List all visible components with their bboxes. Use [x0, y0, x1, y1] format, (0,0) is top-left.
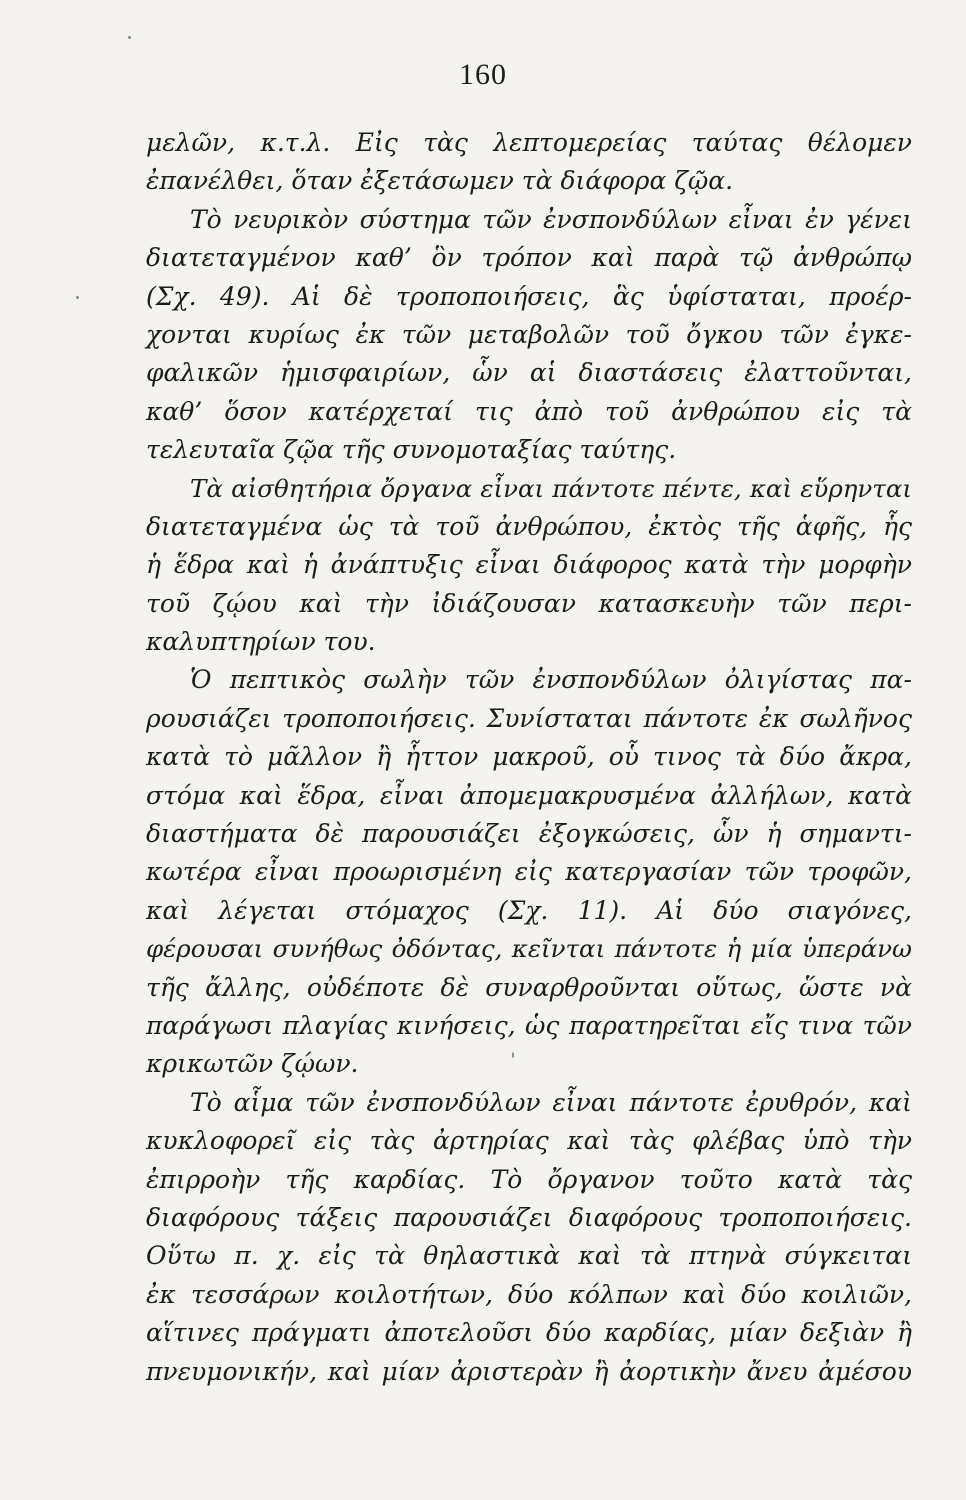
text-line: αἵτινες πράγματι ἀποτελοῦσι δύο καρδίας, μίαν δεξιὰν ἢ	[146, 1318, 912, 1348]
text-line: τῆς ἄλλης, οὐδέποτε δὲ συναρθροῦνται οὕτως, ὥστε νὰ	[146, 972, 912, 1002]
text-line: Τὰ αἰσθητήρια ὄργανα εἶναι πάντοτε πέντε, καὶ εὕρηνται	[190, 473, 912, 503]
text-line: φαλικῶν ἡμισφαιρίων, ὧν αἱ διαστάσεις ἐλαττοῦνται,	[146, 358, 912, 388]
text-line: μελῶν, κ.τ.λ. Εἰς τὰς λεπτομερείας ταύτας θέλομεν	[146, 128, 912, 157]
text-line: Ὁ πεπτικὸς σωλὴν τῶν ἐνσπονδύλων ὀλιγίστας πα-	[190, 665, 912, 695]
text-line: καθ’ ὅσον κατέρχεταί τις ἀπὸ τοῦ ἀνθρώπου εἰς τὰ	[146, 396, 912, 426]
text-line: πνευμονικήν, καὶ μίαν ἀριστερὰν ἢ ἀορτικὴν ἄνευ ἀμέσου	[146, 1356, 912, 1386]
text-line: στόμα καὶ ἕδρα, εἶναι ἀπομεμακρυσμένα ἀλλήλων, κατὰ	[146, 780, 912, 810]
text-line: κυκλοφορεῖ εἰς τὰς ἀρτηρίας καὶ τὰς φλέβας ὑπὸ τὴν	[146, 1126, 912, 1156]
text-line: διαστήματα δὲ παρουσιάζει ἐξογκώσεις, ὧν ἡ σημαντι-	[146, 819, 912, 849]
text-line: καὶ λέγεται στόμαχος (Σχ. 11). Αἱ δύο σιαγόνες,	[146, 895, 912, 925]
body-text	[146, 124, 912, 1391]
text-line: ἡ ἕδρα καὶ ἡ ἀνάπτυξις εἶναι διάφορος κατὰ τὴν μορφὴν	[146, 550, 912, 580]
text-line: διαφόρους τάξεις παρουσιάζει διαφόρους τροποποιήσεις.	[146, 1202, 912, 1232]
text-line: Οὕτω π. χ. εἰς τὰ θηλαστικὰ καὶ τὰ πτηνὰ σύγκειται	[146, 1241, 912, 1271]
text-line: (Σχ. 49). Αἱ δὲ τροποποιήσεις, ἃς ὑφίσταται, προέρ-	[146, 281, 912, 311]
text-line: καλυπτηρίων του.	[146, 627, 376, 657]
text-line: τοῦ ζῴου καὶ τὴν ἰδιάζουσαν κατασκευὴν τῶν περι-	[146, 588, 912, 618]
paper-speck	[76, 296, 79, 299]
text-line: φέρουσαι συνήθως ὀδόντας, κεῖνται πάντοτε ἡ μία ὑπεράνω	[146, 934, 912, 964]
text-line: ἐπιρροὴν τῆς καρδίας. Τὸ ὄργανον τοῦτο κατὰ τὰς	[146, 1164, 912, 1194]
text-line: παράγωσι πλαγίας κινήσεις, ὡς παρατηρεῖται εἴς τινα τῶν	[146, 1010, 912, 1040]
paper-speck	[512, 1052, 514, 1058]
text-line: ἐκ τεσσάρων κοιλοτήτων, δύο κόλπων καὶ δύο κοιλιῶν,	[146, 1279, 912, 1309]
text-line: χονται κυρίως ἐκ τῶν μεταβολῶν τοῦ ὄγκου τῶν ἐγκε-	[146, 319, 912, 349]
text-line: Τὸ νευρικὸν σύστημα τῶν ἐνσπονδύλων εἶναι ἐν γένει	[190, 204, 912, 234]
text-line: διατεταγμένον καθ’ ὃν τρόπον καὶ παρὰ τῷ ἀνθρώπῳ	[146, 243, 912, 273]
text-line: τελευταῖα ζῷα τῆς συνομοταξίας ταύτης.	[146, 435, 677, 465]
page-number: 160	[459, 58, 507, 91]
text-line: κωτέρα εἶναι προωρισμένη εἰς κατεργασίαν τῶν τροφῶν,	[146, 857, 912, 887]
text-line: ρουσιάζει τροποποιήσεις. Συνίσταται πάντοτε ἐκ σωλῆνος	[146, 703, 912, 733]
text-line: ἐπανέλθει, ὅταν ἐξετάσωμεν τὰ διάφορα ζῷα.	[146, 166, 734, 196]
text-line: κρικωτῶν ζῴων.	[146, 1049, 359, 1079]
text-line: Τὸ αἷμα τῶν ἐνσπονδύλων εἶναι πάντοτε ἐρυθρόν, καὶ	[190, 1087, 912, 1117]
paper-speck	[128, 36, 131, 39]
text-line: κατὰ τὸ μᾶλλον ἢ ἧττον μακροῦ, οὗ τινος τὰ δύο ἄκρα,	[146, 742, 912, 772]
text-line: διατεταγμένα ὡς τὰ τοῦ ἀνθρώπου, ἐκτὸς τῆς ἁφῆς, ἧς	[146, 511, 912, 541]
